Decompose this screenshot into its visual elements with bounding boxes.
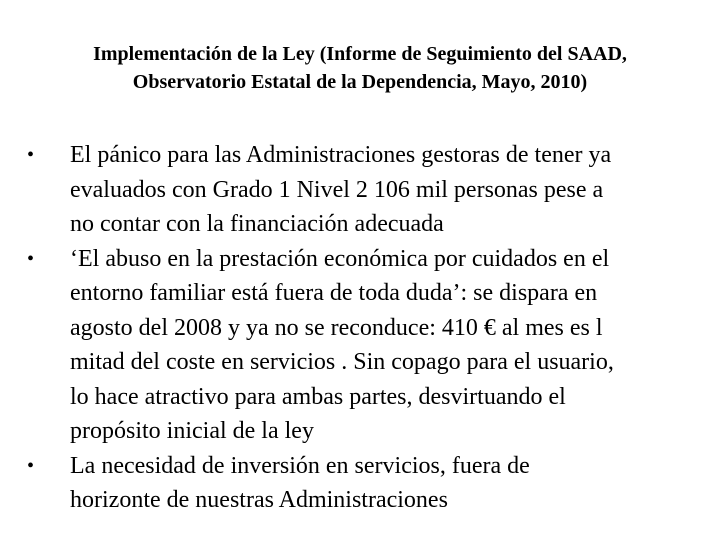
title-line: Observatorio Estatal de la Dependencia, Mayo, 2010) bbox=[132, 71, 588, 93]
bullet-item bbox=[0, 138, 720, 242]
bullet-text-line: ‘El abuso en la prestación económica por cuidados en el bbox=[70, 245, 610, 272]
bullet-dot-icon: • bbox=[27, 247, 35, 270]
bullet-text-line: El pánico para las Administraciones gestoras de tener ya bbox=[70, 142, 612, 168]
bullet-text-line: entorno familiar está fuera de toda duda’: se dispara en bbox=[70, 280, 598, 306]
title-line: Implementación de la Ley (Informe de Seguimiento del SAAD, bbox=[93, 43, 627, 65]
bullet-text-line: mitad del coste en servicios . Sin copago para el usuario, bbox=[70, 349, 614, 375]
bullet-dot-icon: • bbox=[27, 144, 35, 166]
bullet-text-line: propósito inicial de la ley bbox=[70, 418, 314, 444]
bullet-dot-icon: • bbox=[27, 454, 35, 477]
bullet-text-line: no contar con la financiación adecuada bbox=[70, 211, 444, 237]
bullet-text-line: horizonte de nuestras Administraciones bbox=[70, 487, 448, 513]
bullet-text-line: agosto del 2008 y ya no se reconduce: 410 € al mes es l bbox=[70, 314, 603, 341]
bullet-text-line: evaluados con Grado 1 Nivel 2 106 mil personas pese a bbox=[70, 176, 604, 203]
bullet-text-line: La necesidad de inversión en servicios, fuera de bbox=[70, 452, 530, 479]
bullet-list bbox=[0, 138, 720, 518]
bullet-item bbox=[0, 449, 720, 518]
slide-title bbox=[20, 40, 700, 96]
bullet-text-line: lo hace atractivo para ambas partes, desvirtuando el bbox=[70, 383, 566, 410]
bullet-item bbox=[0, 242, 720, 449]
